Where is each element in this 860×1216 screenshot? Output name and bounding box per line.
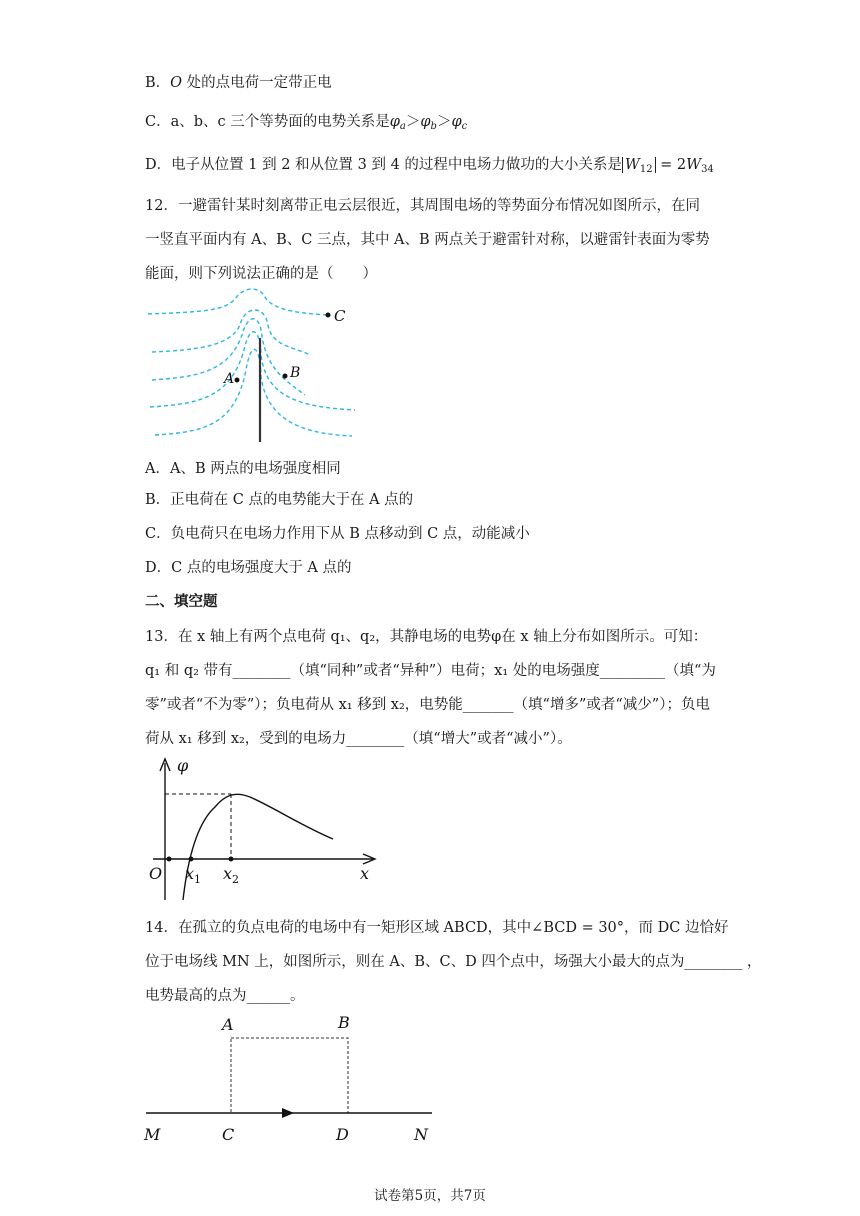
phi-axis-label: φ [177,756,189,775]
q12-option-a: A．A、B 两点的电场强度相同 [145,461,341,477]
section-heading-fill-in: 二、填空题 [145,593,218,610]
q11-option-c: C．a、b、c 三个等势面的电势关系是$\varphi_a>\varphi_b>\varphi_c$ [145,114,468,132]
x-axis-label: x [360,864,370,883]
label-n: N [414,1125,428,1144]
rectangle-field-figure [140,1010,440,1150]
q12-option-d: D．C 点的电场强度大于 A 点的 [145,560,352,576]
label-b: B [338,1013,350,1032]
potential-graph-figure [145,755,385,905]
origin-label: O [149,864,163,883]
point-a-dot [235,378,240,383]
q12-option-c: C．负电荷只在电场力作用下从 B 点移动到 C 点，动能减小 [145,526,530,542]
label-d: D [336,1125,349,1144]
q11-option-b: B．O 处的点电荷一定带正电 [145,75,332,91]
q14-stem-line2: 位于电场线 MN 上，如图所示，则在 A、B、C、D 四个点中，场强大小最大的点为________ ， [145,954,762,970]
lightning-rod-figure [140,285,380,450]
label-a: A [222,1015,234,1034]
q13-stem-line2: q₁ 和 q₂ 带有________（填“同种”或者“异种”）电荷；x₁ 处的电场强度_________（填“为 [145,663,716,679]
point-c-dot [326,313,331,318]
q11-option-d: D．电子从位置 1 到 2 和从位置 3 到 4 的过程中电场力做功的大小关系是 $W_{12} = 2W_{34}$ [145,157,714,175]
q14-stem-line1: 14．在孤立的负点电荷的电场中有一矩形区域 ABCD，其中∠BCD = 30°，而 DC 边恰好 [145,920,729,936]
x2-label: $x_2$ [223,864,240,886]
label-c: C [334,307,346,325]
point-b-dot [283,374,288,379]
q13-stem-line1: 13．在 x 轴上有两个点电荷 q₁、q₂，其静电场的电势φ在 x 轴上分布如图所示。可知： [145,629,708,645]
label-b: B [290,365,301,381]
q14-stem-line3: 电势最高的点为______。 [145,988,305,1004]
q12-stem-line3: 能面，则下列说法正确的是（ ） [145,266,377,282]
x1-label: $x_1$ [185,864,202,886]
q13-stem-line3: 零”或者“不为零”）；负电荷从 x₁ 移到 x₂，电势能_______（填“增多”或者“减少”）；负电 [145,697,710,713]
abs-work-formula: $W_{12}$ [622,157,656,173]
label-c: C [222,1125,235,1144]
q12-stem-line2: 一竖直平面内有 A、B、C 三点，其中 A、B 两点关于避雷针对称，以避雷针表面为零势 [145,232,710,248]
x2-dot [229,857,234,862]
q13-stem-line4: 荷从 x₁ 移到 x₂，受到的电场力________（填“增大”或者“减小”）。 [145,731,572,747]
origin-dot [167,857,172,862]
label-a: A [224,371,235,387]
q12-stem-line1: 12．一避雷针某时刻离带正电云层很近，其周围电场的等势面分布情况如图所示，在同 [145,198,700,214]
q12-option-b: B．正电荷在 C 点的电势能大于在 A 点的 [145,492,414,508]
page-footer: 试卷第5页，共7页 [374,1188,486,1204]
label-m: M [144,1125,161,1144]
x1-dot [189,857,194,862]
